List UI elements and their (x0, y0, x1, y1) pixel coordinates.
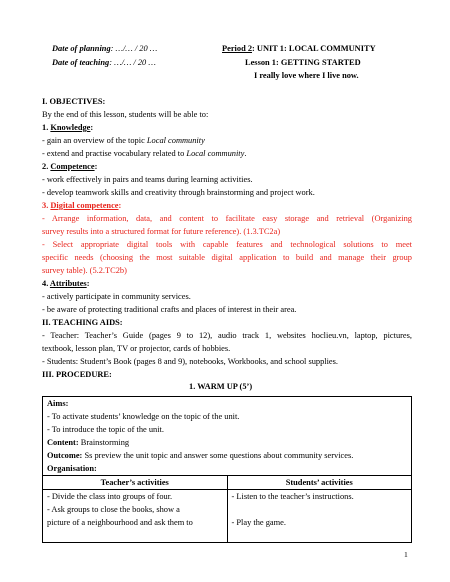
knowledge-label: Knowledge (50, 123, 91, 132)
teaching-label: Date of teaching (52, 58, 110, 67)
outcome-label: Outcome: (47, 451, 83, 460)
knowledge-num: 1. (42, 123, 51, 132)
digital-label: Digital competence (50, 201, 119, 210)
organisation-label: Organisation: (47, 464, 97, 473)
knowledge-1a: - gain an overview of the topic (42, 136, 147, 145)
aims-box (42, 396, 412, 476)
attributes-heading: 4. Attributes: (42, 279, 90, 288)
knowledge-1b: Local community (146, 136, 205, 145)
teacher-activity-2: - Ask groups to close the books, show a (47, 505, 180, 514)
procedure-heading: III. PROCEDURE: (42, 370, 112, 379)
digital-item-1-line-1: - Arrange information, data, and content to facilitate easy storage and retrieval (Organizing (42, 214, 412, 223)
activities-table (42, 475, 412, 543)
digital-item-2-line-3: survey table). (5.2.TC2b) (42, 266, 127, 275)
unit-title: : UNIT 1: LOCAL COMMUNITY (252, 44, 376, 53)
aim-item-1: - To activate students’ knowledge on the topic of the unit. (47, 412, 240, 421)
aim-item-2: - To introduce the topic of the unit. (47, 425, 164, 434)
lesson-title: Lesson 1: GETTING STARTED (245, 58, 361, 67)
student-activities-cell (227, 490, 412, 543)
knowledge-2b: Local community (186, 149, 245, 158)
col-header-teacher: Teacher’s activities (43, 476, 228, 490)
objectives-heading: I. OBJECTIVES: (42, 97, 106, 106)
teaching-aids-heading: II. TEACHING AIDS: (42, 318, 123, 327)
competence-num: 2. (42, 162, 51, 171)
digital-item-2-line-2: specific needs (choosing the most suitable digital application to build and manage their group (42, 253, 412, 262)
planning-label: Date of planning (52, 44, 111, 53)
digital-heading: 3. Digital competence: (42, 201, 122, 210)
digital-num: 3. (42, 201, 51, 210)
students-aids: - Students: Student’s Book (pages 8 and 9), notebooks, Workbooks, and school supplies. (42, 357, 338, 366)
teaching-date (52, 58, 156, 67)
digital-item-1-line-2: survey results into a structured format for future reference). (1.3.TC2a) (42, 227, 281, 236)
col-header-students: Students’ activities (227, 476, 412, 490)
competence-item-1: - work effectively in pairs and teams during learning activities. (42, 175, 253, 184)
competence-item-2: - develop teamwork skills and creativity through brainstorming and project work. (42, 188, 315, 197)
outcome-value: Ss preview the unit topic and answer some questions about community services. (82, 451, 354, 460)
digital-item-2-line-1: - Select appropriate digital tools with capable features and technological solutions to meet (42, 240, 412, 249)
student-activity-2: - Play the game. (231, 518, 286, 527)
period-label: Period 2 (222, 44, 253, 53)
warmup-title: 1. WARM UP (5’) (189, 382, 253, 391)
aims-label: Aims: (47, 399, 69, 408)
knowledge-heading: 1. Knowledge: (42, 123, 94, 132)
teacher-aids-line-1: - Teacher: Teacher’s Guide (pages 9 to 12), audio track 1, websites hoclieu.vn, laptop, pictures, (42, 331, 412, 340)
knowledge-2c: . (244, 149, 247, 158)
attributes-item-1: - actively participate in community services. (42, 292, 191, 301)
lesson-subtitle: I really love where I live now. (254, 71, 359, 80)
teacher-activity-3: picture of a neighbourhood and ask them to (47, 518, 193, 527)
teacher-aids-line-2: textbook, lesson plan, TV or projector, cards of hobbies. (42, 344, 231, 353)
knowledge-item-1 (42, 134, 412, 147)
teacher-activities-cell (43, 490, 228, 543)
attributes-label: Attributes (49, 279, 87, 288)
knowledge-2a: - extend and practise vocabulary related to (42, 149, 187, 158)
period-unit-title (222, 44, 376, 53)
teaching-value: : …/… / 20 … (109, 58, 156, 67)
planning-date (52, 44, 157, 53)
knowledge-item-2 (42, 147, 412, 160)
content-label: Content: (47, 438, 79, 447)
planning-value: : …/… / 20 … (110, 44, 158, 53)
content-value: Brainstorming (78, 438, 130, 447)
competence-label: Competence (50, 162, 95, 171)
attributes-item-2: - be aware of protecting traditional crafts and places of interest in their area. (42, 305, 297, 314)
student-activity-1: - Listen to the teacher’s instructions. (231, 492, 354, 501)
page-number: 1 (404, 550, 408, 559)
objectives-intro: By the end of this lesson, students will be able to: (42, 110, 209, 119)
teacher-activity-1: - Divide the class into groups of four. (47, 492, 173, 501)
attributes-num: 4. (42, 279, 50, 288)
aims-cell (43, 397, 412, 476)
content-line (47, 436, 407, 449)
competence-heading: 2. Competence: (42, 162, 98, 171)
outcome-line (47, 449, 407, 462)
